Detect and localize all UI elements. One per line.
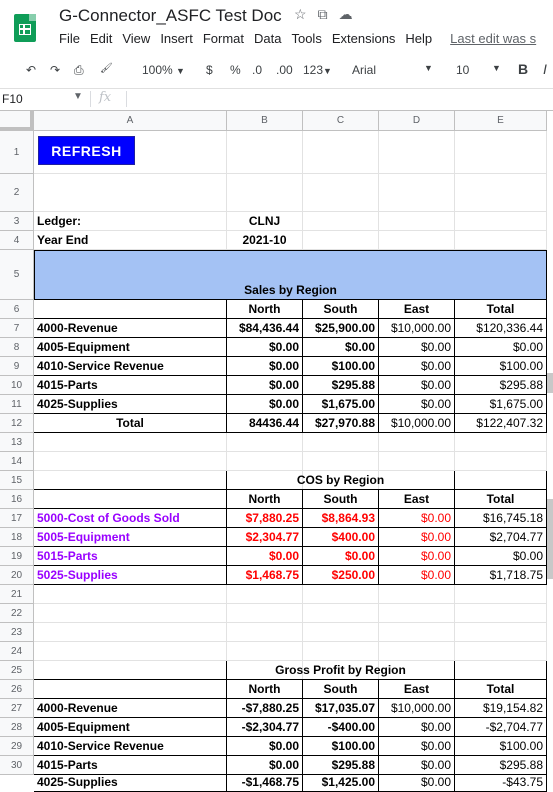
row-header[interactable]: 9 bbox=[0, 357, 34, 376]
cell[interactable]: $120,336.44 bbox=[455, 319, 547, 338]
cell[interactable] bbox=[455, 585, 547, 604]
cell[interactable] bbox=[303, 642, 379, 661]
cell[interactable]: North bbox=[227, 490, 303, 509]
cell[interactable]: $0.00 bbox=[379, 566, 455, 585]
cell[interactable]: Total bbox=[455, 490, 547, 509]
row-header[interactable]: 20 bbox=[0, 566, 34, 585]
cell[interactable] bbox=[227, 642, 303, 661]
row-header[interactable]: 17 bbox=[0, 509, 34, 528]
row-header[interactable]: 30 bbox=[0, 756, 34, 775]
cell[interactable] bbox=[227, 433, 303, 452]
cell[interactable]: $0.00 bbox=[379, 509, 455, 528]
cell[interactable]: $0.00 bbox=[227, 338, 303, 357]
cell[interactable]: $2,304.77 bbox=[227, 528, 303, 547]
row-header[interactable]: 11 bbox=[0, 395, 34, 414]
cell[interactable]: $1,425.00 bbox=[303, 775, 379, 792]
menu-bar bbox=[59, 31, 546, 46]
cell[interactable]: -$1,468.75 bbox=[227, 775, 303, 792]
cell[interactable]: $122,407.32 bbox=[455, 414, 547, 433]
cell[interactable]: South bbox=[303, 680, 379, 699]
cloud-status-icon[interactable]: ☁ bbox=[338, 6, 353, 22]
vertical-scrollbar[interactable] bbox=[547, 131, 553, 780]
cell[interactable] bbox=[303, 452, 379, 471]
cell[interactable]: Total bbox=[34, 414, 227, 433]
cell[interactable]: North bbox=[227, 300, 303, 319]
cell[interactable]: $0.00 bbox=[379, 528, 455, 547]
refresh-button[interactable]: REFRESH bbox=[38, 136, 135, 165]
cell[interactable]: $7,880.25 bbox=[227, 509, 303, 528]
cell[interactable] bbox=[379, 452, 455, 471]
column-header-b[interactable]: B bbox=[227, 111, 303, 131]
cell[interactable]: Total bbox=[455, 680, 547, 699]
cell[interactable]: $0.00 bbox=[227, 395, 303, 414]
cell[interactable] bbox=[34, 300, 227, 319]
row-header[interactable]: 23 bbox=[0, 623, 34, 642]
cell[interactable]: East bbox=[379, 490, 455, 509]
sheets-logo-icon[interactable] bbox=[14, 14, 36, 42]
menu-tools[interactable]: Tools bbox=[291, 31, 322, 46]
cell[interactable]: 84436.44 bbox=[227, 414, 303, 433]
row-header[interactable]: 10 bbox=[0, 376, 34, 395]
cell[interactable]: $100.00 bbox=[455, 357, 547, 376]
row-header[interactable]: 16 bbox=[0, 490, 34, 509]
currency-button[interactable]: $ bbox=[206, 63, 213, 77]
title-bar bbox=[0, 0, 553, 52]
select-all-corner[interactable] bbox=[0, 111, 34, 131]
row-header[interactable]: 27 bbox=[0, 699, 34, 718]
cell[interactable] bbox=[303, 131, 379, 174]
row-header[interactable]: 14 bbox=[0, 452, 34, 471]
chevron-down-icon: ▼ bbox=[323, 66, 332, 76]
cell[interactable]: $0.00 bbox=[379, 338, 455, 357]
bold-button[interactable]: B bbox=[518, 61, 529, 77]
cell[interactable] bbox=[455, 433, 547, 452]
row-header[interactable]: 13 bbox=[0, 433, 34, 452]
cell[interactable]: 5025-Supplies bbox=[34, 566, 227, 585]
row-header[interactable]: 6 bbox=[0, 300, 34, 319]
cell[interactable]: South bbox=[303, 490, 379, 509]
font-size-select[interactable] bbox=[456, 63, 502, 77]
scrollbar-thumb[interactable] bbox=[547, 499, 553, 579]
fx-icon: fx bbox=[99, 90, 112, 105]
cell[interactable]: $0.00 bbox=[379, 756, 455, 775]
cell[interactable]: $1,718.75 bbox=[455, 566, 547, 585]
redo-icon[interactable]: ↷ bbox=[50, 63, 61, 77]
row-header[interactable]: 24 bbox=[0, 642, 34, 661]
cell[interactable]: $0.00 bbox=[227, 756, 303, 775]
more-formats-button[interactable] bbox=[303, 63, 332, 77]
cell[interactable]: $0.00 bbox=[303, 338, 379, 357]
cell[interactable]: $0.00 bbox=[455, 547, 547, 566]
cell[interactable] bbox=[34, 642, 227, 661]
cell[interactable]: -$2,304.77 bbox=[227, 718, 303, 737]
star-icon[interactable]: ☆ bbox=[294, 6, 307, 22]
font-size-value: 10 bbox=[456, 63, 470, 77]
cell[interactable]: $19,154.82 bbox=[455, 699, 547, 718]
cell[interactable] bbox=[303, 174, 379, 212]
name-box[interactable]: F10 bbox=[2, 92, 23, 106]
row-header[interactable]: 8 bbox=[0, 338, 34, 357]
cell[interactable]: -$2,704.77 bbox=[455, 718, 547, 737]
cell[interactable]: $10,000.00 bbox=[379, 319, 455, 338]
cell[interactable]: $250.00 bbox=[303, 566, 379, 585]
row-header[interactable]: 1 bbox=[0, 131, 34, 174]
cell[interactable]: $0.00 bbox=[227, 547, 303, 566]
cell[interactable] bbox=[227, 452, 303, 471]
zoom-value: 100% bbox=[142, 63, 173, 77]
cell[interactable] bbox=[455, 174, 547, 212]
cell[interactable] bbox=[227, 174, 303, 212]
menu-file[interactable]: File bbox=[59, 31, 80, 46]
row-header[interactable]: 18 bbox=[0, 528, 34, 547]
cell[interactable]: $0.00 bbox=[227, 737, 303, 756]
chevron-down-icon[interactable]: ▼ bbox=[73, 91, 83, 102]
column-header-d[interactable]: D bbox=[379, 111, 455, 131]
last-edit-link[interactable]: Last edit was s bbox=[450, 31, 537, 46]
cell[interactable] bbox=[34, 604, 227, 623]
cell[interactable]: Gross Profit by Region bbox=[227, 661, 455, 680]
menu-view[interactable]: View bbox=[122, 31, 151, 46]
cell[interactable] bbox=[379, 433, 455, 452]
cell[interactable]: 5000-Cost of Goods Sold bbox=[34, 509, 227, 528]
cell[interactable]: $100.00 bbox=[303, 737, 379, 756]
cell[interactable] bbox=[455, 471, 547, 490]
cell[interactable]: Year End bbox=[34, 231, 227, 250]
increase-decimal-button[interactable]: .00 bbox=[276, 63, 293, 77]
cell[interactable] bbox=[34, 661, 227, 680]
italic-button[interactable]: I bbox=[543, 61, 547, 77]
cell[interactable]: $100.00 bbox=[303, 357, 379, 376]
decrease-decimal-button[interactable]: .0 bbox=[252, 63, 263, 77]
cell[interactable]: $2,704.77 bbox=[455, 528, 547, 547]
cell[interactable] bbox=[303, 623, 379, 642]
divider bbox=[90, 91, 91, 107]
cell[interactable]: $10,000.00 bbox=[379, 414, 455, 433]
cell[interactable] bbox=[227, 131, 303, 174]
cell[interactable]: Sales by Region bbox=[34, 250, 547, 300]
cell[interactable]: $1,675.00 bbox=[455, 395, 547, 414]
chevron-down-icon: ▼ bbox=[424, 63, 433, 73]
cell[interactable]: 4005-Equipment bbox=[34, 338, 227, 357]
cell[interactable]: $0.00 bbox=[379, 718, 455, 737]
cell[interactable]: 4000-Revenue bbox=[34, 319, 227, 338]
column-header-e[interactable]: E bbox=[455, 111, 547, 131]
row-header[interactable]: 5 bbox=[0, 250, 34, 300]
cell[interactable]: $16,745.18 bbox=[455, 509, 547, 528]
cell[interactable]: $0.00 bbox=[379, 547, 455, 566]
cell[interactable] bbox=[34, 452, 227, 471]
row-header[interactable]: 21 bbox=[0, 585, 34, 604]
menu-format[interactable]: Format bbox=[202, 31, 244, 46]
cell[interactable] bbox=[227, 585, 303, 604]
cell[interactable]: $0.00 bbox=[379, 395, 455, 414]
cell[interactable] bbox=[34, 174, 227, 212]
cell[interactable] bbox=[227, 604, 303, 623]
menu-edit[interactable]: Edit bbox=[89, 31, 113, 46]
row-header[interactable]: 19 bbox=[0, 547, 34, 566]
cell[interactable] bbox=[455, 131, 547, 174]
cell[interactable] bbox=[303, 231, 379, 250]
menu-extensions[interactable]: Extensions bbox=[331, 31, 396, 46]
row-header[interactable]: 22 bbox=[0, 604, 34, 623]
row-header[interactable]: 15 bbox=[0, 471, 34, 490]
cell[interactable]: $8,864.93 bbox=[303, 509, 379, 528]
cell[interactable] bbox=[455, 452, 547, 471]
cell[interactable]: 4000-Revenue bbox=[34, 699, 227, 718]
cell[interactable]: Ledger: bbox=[34, 212, 227, 231]
cell[interactable]: $0.00 bbox=[379, 737, 455, 756]
cell[interactable]: $295.88 bbox=[455, 756, 547, 775]
cell[interactable]: $0.00 bbox=[379, 775, 455, 792]
cell[interactable]: $10,000.00 bbox=[379, 699, 455, 718]
cell[interactable]: $84,436.44 bbox=[227, 319, 303, 338]
cell[interactable] bbox=[303, 604, 379, 623]
font-value: Arial bbox=[352, 63, 377, 77]
cell[interactable]: 5015-Parts bbox=[34, 547, 227, 566]
cell[interactable]: $25,900.00 bbox=[303, 319, 379, 338]
move-folder-icon[interactable]: ⧉ bbox=[317, 6, 328, 22]
cell[interactable]: East bbox=[379, 300, 455, 319]
cell[interactable] bbox=[379, 174, 455, 212]
cell[interactable]: East bbox=[379, 680, 455, 699]
formula-bar bbox=[0, 88, 553, 111]
cell[interactable]: 4015-Parts bbox=[34, 376, 227, 395]
cell[interactable]: $1,468.75 bbox=[227, 566, 303, 585]
toolbar bbox=[0, 54, 553, 89]
cell[interactable]: Total bbox=[455, 300, 547, 319]
paint-format-icon[interactable]: 🖌 bbox=[100, 63, 113, 74]
cell[interactable]: $17,035.07 bbox=[303, 699, 379, 718]
cell[interactable]: 4025-Supplies bbox=[34, 395, 227, 414]
cell[interactable]: $400.00 bbox=[303, 528, 379, 547]
cell[interactable]: 4005-Equipment bbox=[34, 718, 227, 737]
cell[interactable]: $0.00 bbox=[227, 357, 303, 376]
cell[interactable]: $0.00 bbox=[379, 357, 455, 376]
cell[interactable] bbox=[455, 604, 547, 623]
cell[interactable] bbox=[379, 231, 455, 250]
cell[interactable]: $0.00 bbox=[303, 547, 379, 566]
cell[interactable] bbox=[34, 585, 227, 604]
cell[interactable] bbox=[303, 212, 379, 231]
more-formats-label: 123 bbox=[303, 63, 324, 77]
row-header[interactable]: 29 bbox=[0, 737, 34, 756]
cell[interactable] bbox=[34, 623, 227, 642]
chevron-down-icon: ▼ bbox=[176, 66, 185, 76]
cell[interactable]: $100.00 bbox=[455, 737, 547, 756]
row-header[interactable]: 25 bbox=[0, 661, 34, 680]
cell[interactable] bbox=[34, 680, 227, 699]
print-icon[interactable]: ⎙ bbox=[74, 63, 84, 77]
cell[interactable]: $0.00 bbox=[379, 376, 455, 395]
cell[interactable] bbox=[303, 433, 379, 452]
cell[interactable]: $0.00 bbox=[227, 376, 303, 395]
cell[interactable]: -$400.00 bbox=[303, 718, 379, 737]
cell[interactable]: -$43.75 bbox=[455, 775, 547, 792]
document-title[interactable]: G-Connector_ASFC Test Doc bbox=[59, 6, 282, 25]
title-icons bbox=[294, 6, 364, 23]
row-header[interactable]: 2 bbox=[0, 174, 34, 212]
column-header-c[interactable]: C bbox=[303, 111, 379, 131]
cell[interactable] bbox=[455, 661, 547, 680]
chevron-down-icon: ▼ bbox=[492, 63, 501, 73]
cell[interactable]: 4015-Parts bbox=[34, 756, 227, 775]
percent-button[interactable]: % bbox=[230, 63, 241, 77]
cell[interactable] bbox=[303, 585, 379, 604]
row-header[interactable]: 12 bbox=[0, 414, 34, 433]
cell[interactable]: $27,970.88 bbox=[303, 414, 379, 433]
scrollbar-thumb[interactable] bbox=[547, 373, 553, 393]
row-header[interactable]: 7 bbox=[0, 319, 34, 338]
cell[interactable] bbox=[34, 433, 227, 452]
row-header[interactable]: 26 bbox=[0, 680, 34, 699]
cell[interactable] bbox=[379, 131, 455, 174]
font-select[interactable] bbox=[352, 63, 434, 77]
cell[interactable]: South bbox=[303, 300, 379, 319]
cell[interactable]: $0.00 bbox=[455, 338, 547, 357]
cell[interactable] bbox=[379, 604, 455, 623]
cell[interactable] bbox=[379, 623, 455, 642]
cell[interactable] bbox=[227, 623, 303, 642]
cell[interactable] bbox=[455, 623, 547, 642]
cell[interactable]: 4025-Supplies bbox=[34, 775, 227, 792]
cell[interactable]: CLNJ bbox=[227, 212, 303, 231]
cell[interactable]: 4010-Service Revenue bbox=[34, 357, 227, 376]
cell[interactable] bbox=[379, 585, 455, 604]
cell[interactable]: $295.88 bbox=[455, 376, 547, 395]
cell[interactable] bbox=[455, 212, 547, 231]
cell[interactable]: $295.88 bbox=[303, 376, 379, 395]
cell[interactable] bbox=[34, 490, 227, 509]
cell[interactable] bbox=[379, 642, 455, 661]
cell[interactable]: -$7,880.25 bbox=[227, 699, 303, 718]
row-header[interactable]: 28 bbox=[0, 718, 34, 737]
cell[interactable] bbox=[34, 471, 227, 490]
menu-data[interactable]: Data bbox=[254, 31, 282, 46]
cell[interactable] bbox=[379, 212, 455, 231]
cell[interactable]: $295.88 bbox=[303, 756, 379, 775]
menu-insert[interactable]: Insert bbox=[160, 31, 193, 46]
row-header[interactable]: 4 bbox=[0, 231, 34, 250]
undo-icon[interactable]: ↶ bbox=[26, 63, 37, 77]
cell[interactable] bbox=[455, 231, 547, 250]
zoom-select[interactable] bbox=[142, 63, 185, 77]
cell[interactable]: COS by Region bbox=[227, 471, 455, 490]
column-header-a[interactable]: A bbox=[34, 111, 227, 131]
cell[interactable] bbox=[455, 642, 547, 661]
row-header[interactable]: 3 bbox=[0, 212, 34, 231]
cell[interactable]: 2021-10 bbox=[227, 231, 303, 250]
cell[interactable]: $1,675.00 bbox=[303, 395, 379, 414]
cell[interactable]: North bbox=[227, 680, 303, 699]
menu-help[interactable]: Help bbox=[405, 31, 433, 46]
cell[interactable]: 5005-Equipment bbox=[34, 528, 227, 547]
cell[interactable]: 4010-Service Revenue bbox=[34, 737, 227, 756]
divider bbox=[126, 91, 127, 107]
